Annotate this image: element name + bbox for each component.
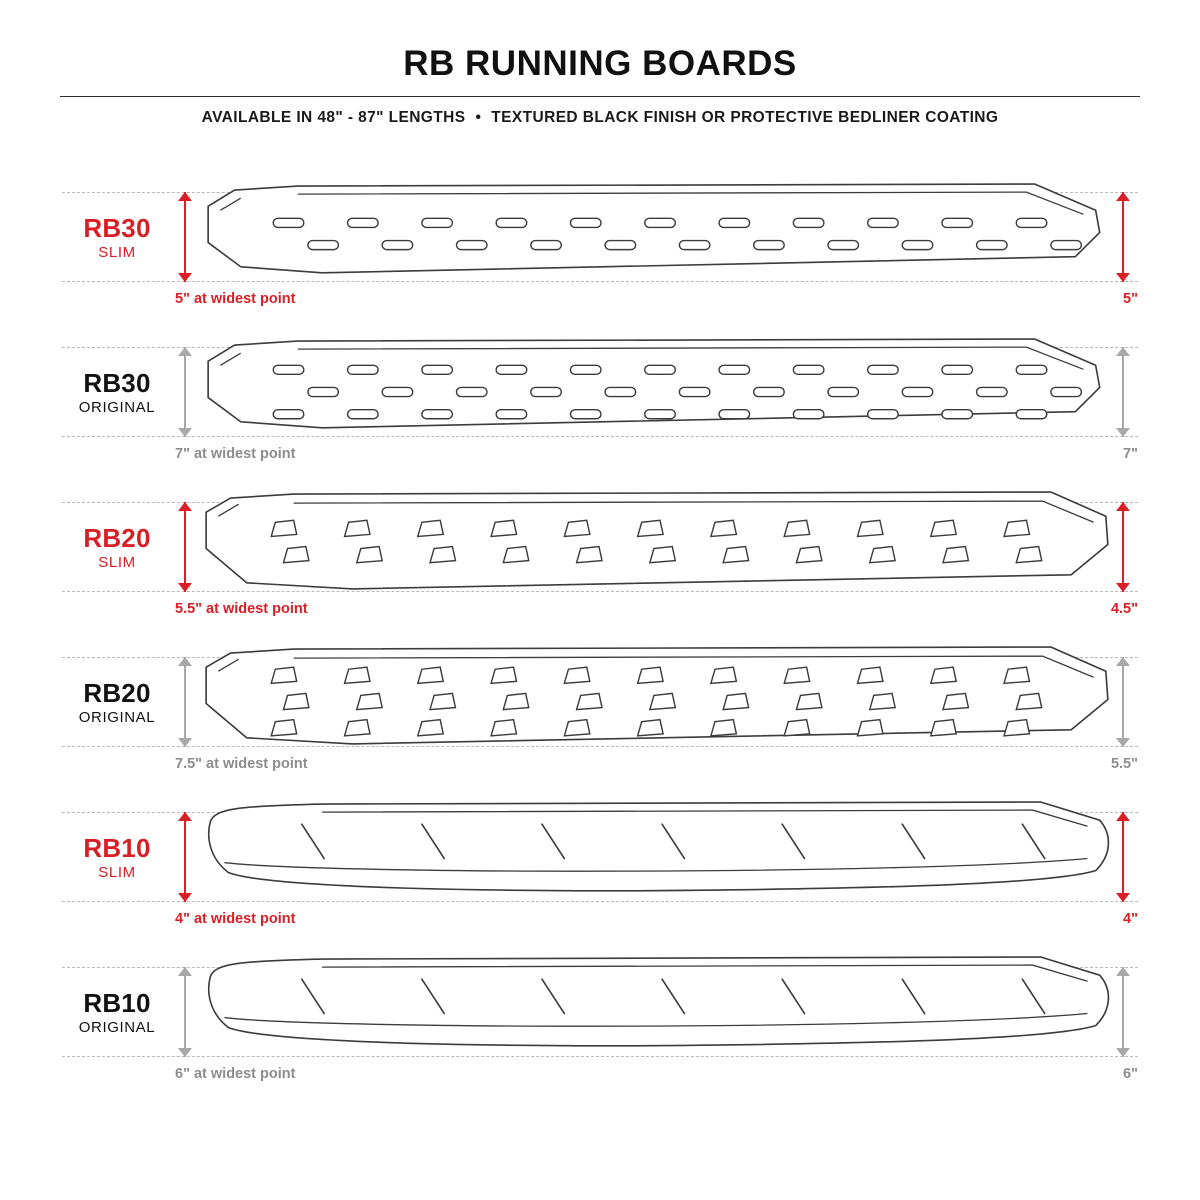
board-row xyxy=(0,935,1200,1090)
page-header xyxy=(0,0,1200,127)
board-row xyxy=(0,315,1200,470)
board-illustration xyxy=(200,955,1116,1066)
arrow-head-down-icon xyxy=(178,428,192,437)
measure-shaft xyxy=(184,967,186,1057)
arrow-head-up-icon xyxy=(178,967,192,976)
width-measure-arrow xyxy=(178,657,192,747)
measure-shaft xyxy=(1122,657,1124,747)
height-caption: 5" xyxy=(1123,291,1138,307)
measure-shaft xyxy=(184,502,186,592)
arrow-head-up-icon xyxy=(178,812,192,821)
board-variant: SLIM xyxy=(98,863,136,881)
board-model: RB10 xyxy=(83,987,151,1018)
arrow-head-down-icon xyxy=(1116,893,1130,902)
arrow-head-down-icon xyxy=(178,583,192,592)
arrow-head-down-icon xyxy=(178,738,192,747)
arrow-head-up-icon xyxy=(178,192,192,201)
width-measure-arrow xyxy=(178,812,192,902)
arrow-head-up-icon xyxy=(1116,812,1130,821)
arrow-head-up-icon xyxy=(178,347,192,356)
board-label xyxy=(62,834,172,880)
width-measure-arrow xyxy=(178,347,192,437)
page-title: RB RUNNING BOARDS xyxy=(403,44,797,83)
board-rows xyxy=(0,160,1200,1090)
arrow-head-up-icon xyxy=(1116,657,1130,666)
subtitle-separator: • xyxy=(475,108,482,126)
arrow-head-down-icon xyxy=(178,273,192,282)
subtitle-lengths: AVAILABLE IN 48" - 87" LENGTHS xyxy=(201,108,466,126)
arrow-head-up-icon xyxy=(1116,502,1130,511)
board-variant: ORIGINAL xyxy=(78,398,156,416)
measure-shaft xyxy=(1122,502,1124,592)
height-caption: 7" xyxy=(1123,446,1138,462)
arrow-head-up-icon xyxy=(1116,192,1130,201)
board-illustration xyxy=(200,800,1116,911)
width-caption: 4" at widest point xyxy=(175,911,296,927)
measure-shaft xyxy=(1122,967,1124,1057)
measure-shaft xyxy=(1122,192,1124,282)
height-caption: 6" xyxy=(1123,1066,1138,1082)
board-row xyxy=(0,470,1200,625)
measure-shaft xyxy=(184,812,186,902)
height-measure-arrow xyxy=(1116,657,1130,747)
height-measure-arrow xyxy=(1116,812,1130,902)
board-row xyxy=(0,780,1200,935)
board-model: RB20 xyxy=(83,522,151,553)
board-variant: ORIGINAL xyxy=(78,1018,156,1036)
arrow-head-down-icon xyxy=(178,1048,192,1057)
board-illustration xyxy=(200,490,1116,601)
width-measure-arrow xyxy=(178,502,192,592)
board-variant: SLIM xyxy=(98,243,136,261)
measure-shaft xyxy=(1122,812,1124,902)
arrow-head-up-icon xyxy=(178,502,192,511)
board-label xyxy=(62,679,172,725)
arrow-head-down-icon xyxy=(1116,1048,1130,1057)
board-model: RB30 xyxy=(83,212,151,243)
board-illustration xyxy=(200,645,1116,756)
board-label xyxy=(62,369,172,415)
height-caption: 5.5" xyxy=(1110,756,1138,772)
arrow-head-down-icon xyxy=(1116,583,1130,592)
height-measure-arrow xyxy=(1116,192,1130,282)
width-caption: 5.5" at widest point xyxy=(175,601,308,617)
board-model: RB30 xyxy=(83,367,151,398)
measure-shaft xyxy=(184,347,186,437)
board-row xyxy=(0,625,1200,780)
board-model: RB20 xyxy=(83,677,151,708)
height-measure-arrow xyxy=(1116,502,1130,592)
board-variant: SLIM xyxy=(98,553,136,571)
board-model: RB10 xyxy=(83,832,151,863)
measure-shaft xyxy=(184,192,186,282)
arrow-head-up-icon xyxy=(1116,967,1130,976)
height-measure-arrow xyxy=(1116,967,1130,1057)
height-measure-arrow xyxy=(1116,347,1130,437)
width-measure-arrow xyxy=(178,967,192,1057)
height-caption: 4.5" xyxy=(1110,601,1138,617)
board-illustration xyxy=(200,180,1116,291)
measure-shaft xyxy=(1122,347,1124,437)
measure-shaft xyxy=(184,657,186,747)
arrow-head-down-icon xyxy=(1116,273,1130,282)
subtitle-finish: TEXTURED BLACK FINISH OR PROTECTIVE BEDLINER COATING xyxy=(491,108,999,126)
page-subtitle xyxy=(60,109,1140,127)
arrow-head-down-icon xyxy=(1116,428,1130,437)
arrow-head-down-icon xyxy=(1116,738,1130,747)
width-caption: 5" at widest point xyxy=(175,291,296,307)
arrow-head-down-icon xyxy=(178,893,192,902)
board-label xyxy=(62,524,172,570)
board-illustration xyxy=(200,335,1116,446)
width-caption: 7" at widest point xyxy=(175,446,296,462)
arrow-head-up-icon xyxy=(178,657,192,666)
height-caption: 4" xyxy=(1123,911,1138,927)
board-label xyxy=(62,214,172,260)
board-label xyxy=(62,989,172,1035)
board-variant: ORIGINAL xyxy=(78,708,156,726)
width-caption: 6" at widest point xyxy=(175,1066,296,1082)
title-divider xyxy=(60,96,1140,97)
board-row xyxy=(0,160,1200,315)
width-caption: 7.5" at widest point xyxy=(175,756,308,772)
width-measure-arrow xyxy=(178,192,192,282)
arrow-head-up-icon xyxy=(1116,347,1130,356)
